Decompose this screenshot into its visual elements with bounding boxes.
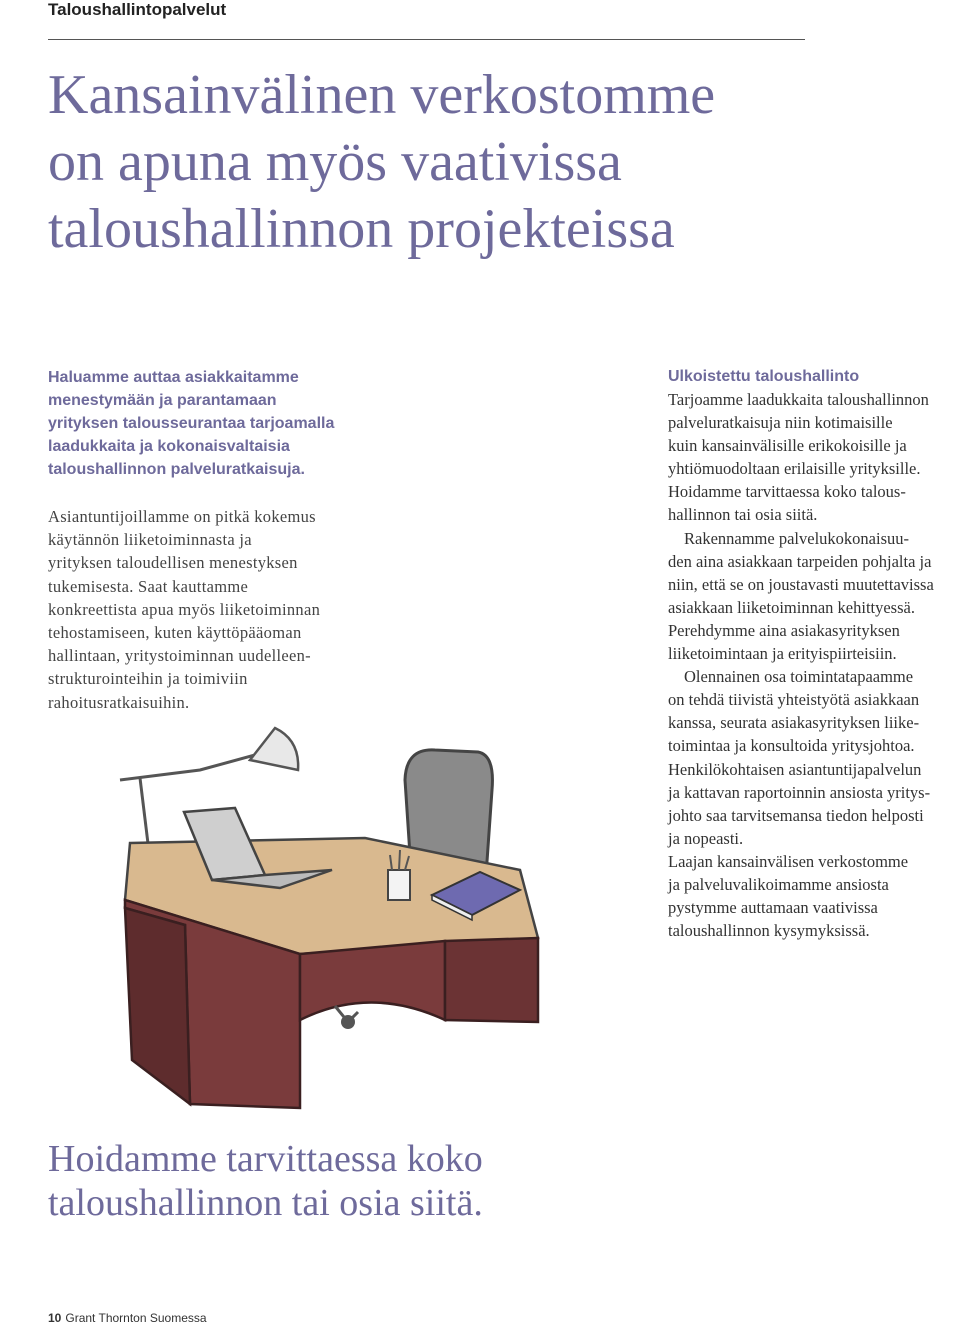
lead-line: Haluamme auttaa asiakkaitamme bbox=[48, 369, 299, 386]
right-line: Henkilökohtaisen asiantuntijapalvelun bbox=[668, 759, 922, 779]
page-footer bbox=[48, 1311, 207, 1325]
pen-cup-icon bbox=[388, 870, 410, 900]
right-line: Rakennamme palvelukokonaisuu- bbox=[684, 528, 909, 548]
right-line: liiketoimintaan ja erityispiirteisiin. bbox=[668, 644, 897, 664]
right-line: Perehdymme aina asiakasyrityksen bbox=[668, 620, 900, 640]
right-line: ja kattavan raportoinnin ansiosta yritys- bbox=[668, 782, 931, 802]
desk-left-side bbox=[125, 908, 190, 1104]
right-line: niin, että se on joustavasti muutettavissa bbox=[668, 574, 934, 594]
right-line: asiakkaan liiketoiminnan kehittyessä. bbox=[668, 597, 915, 617]
lead-line: laadukkaita ja kokonaisvaltaisia bbox=[48, 438, 290, 455]
quote-line: taloushallinnon tai osia siitä. bbox=[48, 1182, 483, 1224]
right-line: on tehdä tiivistä yhteistyötä asiakkaan bbox=[668, 690, 920, 710]
lamp-shade bbox=[250, 728, 298, 770]
body-paragraph bbox=[48, 505, 368, 714]
body-line: tehostamiseen, kuten käyttöpääoman bbox=[48, 623, 302, 643]
body-line: hallintaan, yritystoiminnan uudelleen- bbox=[48, 646, 311, 666]
body-line: rahoitusratkaisuihin. bbox=[48, 692, 190, 712]
right-line: johto saa tarvitsemansa tiedon helposti bbox=[668, 805, 924, 825]
right-line: Tarjoamme laadukkaita taloushallinnon bbox=[668, 390, 929, 409]
right-line: pystymme auttamaan vaativissa bbox=[668, 898, 878, 918]
right-line: palveluratkaisuja niin kotimaisille bbox=[668, 413, 893, 433]
lead-paragraph bbox=[48, 366, 348, 481]
title-line: Kansainvälinen verkostomme bbox=[48, 64, 716, 126]
page-number: 10 bbox=[48, 1311, 62, 1325]
desk-center-panel bbox=[300, 941, 445, 1020]
right-line: yhtiömuodoltaan erilaisille yrityksille. bbox=[668, 459, 921, 479]
right-paragraph-3 bbox=[668, 665, 960, 942]
right-paragraph-1 bbox=[668, 388, 960, 527]
page-title bbox=[48, 62, 848, 263]
right-line: kuin kansainvälisille erikokoisille ja bbox=[668, 436, 907, 456]
section-label: Taloushallintopalvelut bbox=[48, 0, 227, 19]
body-line: konkreettista apua myös liiketoiminnan bbox=[48, 599, 321, 619]
right-line: ja nopeasti. bbox=[668, 828, 744, 848]
right-line: Laajan kansainvälisen verkostomme bbox=[668, 851, 909, 871]
header-divider bbox=[48, 39, 805, 40]
right-line: Hoidamme tarvittaessa koko talous- bbox=[668, 482, 906, 502]
quote-line: Hoidamme tarvittaessa koko bbox=[48, 1138, 483, 1180]
right-line: den aina asiakkaan tarpeiden pohjalta ja bbox=[668, 551, 932, 571]
right-column bbox=[668, 366, 960, 942]
desk-illustration-icon bbox=[100, 720, 580, 1120]
lead-line: menestymään ja parantamaan bbox=[48, 392, 277, 409]
body-line: käytännön liiketoiminnasta ja bbox=[48, 530, 252, 550]
pull-quote bbox=[48, 1137, 648, 1225]
right-line: taloushallinnon kysymyksissä. bbox=[668, 921, 870, 941]
lead-line: yrityksen talousseurantaa tarjoamalla bbox=[48, 415, 335, 432]
right-column-heading: Ulkoistettu taloushallinto bbox=[668, 368, 860, 385]
body-line: yrityksen taloudellisen menestyksen bbox=[48, 553, 298, 573]
right-line: Olennainen osa toimintatapaamme bbox=[684, 667, 914, 687]
right-line: ja palveluvalikoimamme ansiosta bbox=[668, 874, 889, 894]
desk-right-pedestal bbox=[445, 938, 538, 1022]
body-line: tukemisesta. Saat kauttamme bbox=[48, 576, 249, 596]
right-line: toimintaa ja konsultoida yritysjohtoa. bbox=[668, 736, 915, 756]
lead-line: taloushallinnon palveluratkaisuja. bbox=[48, 461, 305, 478]
right-line: hallinnon tai osia siitä. bbox=[668, 505, 818, 525]
title-line: taloushallinnon projekteissa bbox=[48, 198, 675, 260]
title-line: on apuna myös vaativissa bbox=[48, 131, 622, 193]
publication-name: Grant Thornton Suomessa bbox=[65, 1311, 207, 1325]
body-line: Asiantuntijoillamme on pitkä kokemus bbox=[48, 507, 316, 526]
right-line: kanssa, seurata asiakasyrityksen liike- bbox=[668, 713, 920, 733]
body-line: strukturointeihin ja toimiviin bbox=[48, 669, 248, 689]
right-paragraph-2 bbox=[668, 527, 960, 666]
